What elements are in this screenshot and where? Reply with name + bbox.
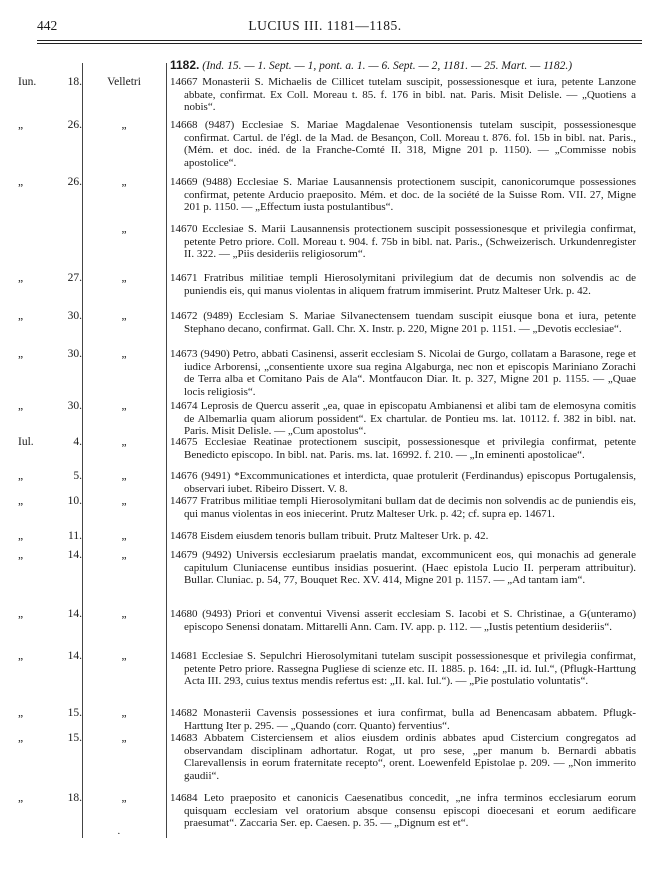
indiction-note: (Ind. 15. — 1. Sept. — 1, pont. a. 1. — 6. Sept. — 2, 1181. — 25. Mart. — 1182.) <box>202 60 573 72</box>
entry-month: „ <box>18 400 24 412</box>
entry-place: „ <box>121 495 127 507</box>
entry-text: 14672 (9489) Ecclesiam S. Mariae Silvanectensem tuendam suscipit eiusque bona et iura, petente Stephano decano, confirmat. Gall. Chr. X. Instr. p. 220, Migne 201 p. 1151. — „Devotis ecclesiae“. <box>170 310 636 335</box>
page-title: LUCIUS III. 1181—1185. <box>248 18 402 33</box>
entry-month: „ <box>18 470 24 482</box>
entry-day: 10. <box>67 495 82 507</box>
entry-day: 14. <box>67 549 82 561</box>
entry-place: „ <box>121 707 127 719</box>
stray-dot: · <box>117 828 121 840</box>
entry-day: 11. <box>68 530 82 542</box>
entry-place: „ <box>121 650 127 662</box>
entry-place: „ <box>121 608 127 620</box>
entry-month: Iun. <box>18 76 37 88</box>
entry-day: 30. <box>67 348 82 360</box>
entry-day: 30. <box>67 400 82 412</box>
entry-place: „ <box>121 176 127 188</box>
entry-text: 14669 (9488) Ecclesiae S. Mariae Lausannensis protectionem suscipit, canonicorumque possessiones confirmat, petente Arducio praeposito. Mém. et doc. de la société de la Suisse Rom. VII. 27, Migne 201 p. 1150. — „Effectum iusta postulantibus“. <box>170 176 636 214</box>
entry-place: „ <box>121 348 127 360</box>
entry-text: 14682 Monasterii Cavensis possessiones et iura confirmat, bulla ad Benencasam abbatem. Pflugk-Harttung Iter p. 295. — „Quando (corr. Quanto) ferventius“. <box>170 707 636 732</box>
entry-month: „ <box>18 310 24 322</box>
entry-text: 14670 Ecclesiae S. Marii Lausannensis protectionem suscipit possessionesque et privilegia confirmat, petente Petro priore. Coll. Moreau t. 904. f. 75b in bibl. nat. Paris., (Schweizerisch. Urkundenregister II. 322. — „Piis desideriis religiosorum“. <box>170 223 636 261</box>
running-header <box>0 17 650 37</box>
entry-day: 26. <box>67 176 82 188</box>
entry-place: „ <box>121 549 127 561</box>
entry-place: „ <box>121 223 127 235</box>
entry-month: „ <box>18 176 24 188</box>
entry-text: 14667 Monasterii S. Michaelis de Cillicet tutelam suscipit, possessionesque et iura, petente Lanzone abbate, confirmat. Ex Coll. Moreau t. 85. f. 176 in bibl. nat. Paris. Misit Delisle. — „Quotiens a nobis“. <box>170 76 636 114</box>
entry-month: „ <box>18 650 24 662</box>
entry-text: 14683 Abbatem Cisterciensem et alios eiusdem ordinis abbates apud Cistercium congregatos ad observandam disciplinam adhortatur. Rogat, ut pro sese, „per manum b. Bernardi abbatis Clarevallensis in eorum fraternitate recepto“, orent. Loewenfeld Epistolae p. 209. — „Non immerito gaudii“. <box>170 732 636 782</box>
header-rule-thin <box>37 43 642 44</box>
entry-day: 14. <box>67 608 82 620</box>
entry-day: 18. <box>67 76 82 88</box>
entry-month: „ <box>18 119 24 131</box>
entry-text: 14674 Leprosis de Quercu asserit „ea, quae in episcopatu Ambianensi et alibi tam de elemosyna comitis de Albemarlia quam aliorum possident“. Ex chartular. de Pontieu ms. lat. 10112. f. 382 in bibl. nat. Paris. Misit Delisle. — „Cum apostolus“. <box>170 400 636 438</box>
entry-place: „ <box>121 272 127 284</box>
entry-month: Iul. <box>18 436 34 448</box>
entry-place: „ <box>121 732 127 744</box>
entry-day: 14. <box>67 650 82 662</box>
entry-month: „ <box>18 707 24 719</box>
header-rule <box>37 40 642 41</box>
entry-place: „ <box>121 792 127 804</box>
entry-text: 14676 (9491) *Excommunicationes et interdicta, quae protulerit (Ferdinandus) episcopus Portugalensis, observari iubet. Ribeiro Dissert. V. 8. <box>170 470 636 495</box>
entry-month: „ <box>18 348 24 360</box>
entry-day: 18. <box>67 792 82 804</box>
entry-text: 14680 (9493) Priori et conventui Vivensi asserit ecclesiam S. Iacobi et S. Christinae, a G(unteramo) episcopo Senensi donatam. Mittarelli Ann. Cam. IV. app. p. 112. — „Iustis petentium desideriis“. <box>170 608 636 633</box>
column-divider-place <box>166 63 167 838</box>
entry-month: „ <box>18 530 24 542</box>
entry-place: „ <box>121 530 127 542</box>
entry-month: „ <box>18 732 24 744</box>
entry-text: 14671 Fratribus militiae templi Hierosolymitani privilegium dat de decumis non solvendis ac de puniendis eis, qui manus violentas in aliquem fratrum immiserint. Prutz Malteser Urk. p. 42. <box>170 272 636 297</box>
entry-day: 15. <box>67 732 82 744</box>
entry-day: 27. <box>67 272 82 284</box>
entry-place: „ <box>121 400 127 412</box>
entry-text: 14681 Ecclesiae S. Sepulchri Hierosolymitani tutelam suscipit possessionesque et privilegia confirmat, petente Petro priore. Rassegna Pugliese di scienze etc. II. 1885. p. 164: „II. id. Iul.“, (Pflugk-Harttung Acta III. 293, cuius textus mendis refertus est: „II. kal. Iul.“). — „Pie postulatio voluntatis“. <box>170 650 636 688</box>
year-number: 1182. <box>170 58 200 72</box>
entry-month: „ <box>18 549 24 561</box>
entry-text: 14677 Fratribus militiae templi Hierosolymitani bullam dat de decimis non solvendis ac de puniendis eis, qui manus violentas in eos iniecerint. Prutz Malteser Urk. p. 42; cf. supra ep. 14671. <box>170 495 636 520</box>
entry-text: 14668 (9487) Ecclesiae S. Mariae Magdalenae Vesontionensis tutelam suscipit, possessionesque confirmat. Cartul. de l'égl. de la Mad. de Besançon, Coll. Moreau t. 876. fol. 15b in bibl. nat. Paris., (Mém. et doc. inéd. de la Franche-Comté II. 318, Migne 201 p. 1150). — „Commisse nobis apostolice“. <box>170 119 636 169</box>
entry-place: Velletri <box>107 76 141 88</box>
page-number: 442 <box>37 18 58 33</box>
entry-place: „ <box>121 119 127 131</box>
entry-day: 26. <box>67 119 82 131</box>
entry-text: 14678 Eisdem eiusdem tenoris bullam tribuit. Prutz Malteser Urk. p. 42. <box>170 530 489 542</box>
entry-place: „ <box>121 436 127 448</box>
entry-text: 14675 Ecclesiae Reatinae protectionem suscipit, possessionesque et privilegia confirmat, petente Benedicto episcopo. In bibl. nat. Paris. ms. lat. 16992. f. 210. — „In eminenti apostolicae“. <box>170 436 636 461</box>
entry-text: 14673 (9490) Petro, abbati Casinensi, asserit ecclesiam S. Nicolai de Gurgo, collatam a Barasone, rege et iudice Arborensi, „consentiente uxore sua regina Algaburga, nec non et episcopis Mariniano Zorachi de Terra alba et Comitano Pais de Ala“. Montfaucon Diar. It. p. 327, Migne 201 p. 1155. — „Quae locis religiosis“. <box>170 348 636 398</box>
entry-month: „ <box>18 608 24 620</box>
entry-place: „ <box>121 310 127 322</box>
entry-month: „ <box>18 792 24 804</box>
entry-month: „ <box>18 272 24 284</box>
entry-day: 15. <box>67 707 82 719</box>
entry-text: 14684 Leto praeposito et canonicis Caesenatibus concedit, „ne infra terminos ecclesiarum eorum quisquam ecclesiam vel oratorium absque consensu episcopi dioecesani et eorum aedificare praesumat“. Zaccaria Ser. ep. Caesen. p. 35. — „Dignum est et“. <box>170 792 636 830</box>
entry-day: 4. <box>73 436 82 448</box>
entry-place: „ <box>121 470 127 482</box>
column-divider-date <box>82 63 83 838</box>
entry-day: 30. <box>67 310 82 322</box>
entry-text: 14679 (9492) Universis ecclesiarum praelatis mandat, excommunicent eos, qui monachis ad generale capitulum Cluniacense euntibus insidias posuerint. (Haec epistola Lucio II. perperam attribuitur). Bullar. Cluniac. p. 54, 77, Bouquet Rec. XV. 414, Migne 201 p. 1157. — „Ad tantam iam“. <box>170 549 636 587</box>
entry-day: 5. <box>73 470 82 482</box>
year-heading <box>170 58 572 72</box>
entry-month: „ <box>18 495 24 507</box>
